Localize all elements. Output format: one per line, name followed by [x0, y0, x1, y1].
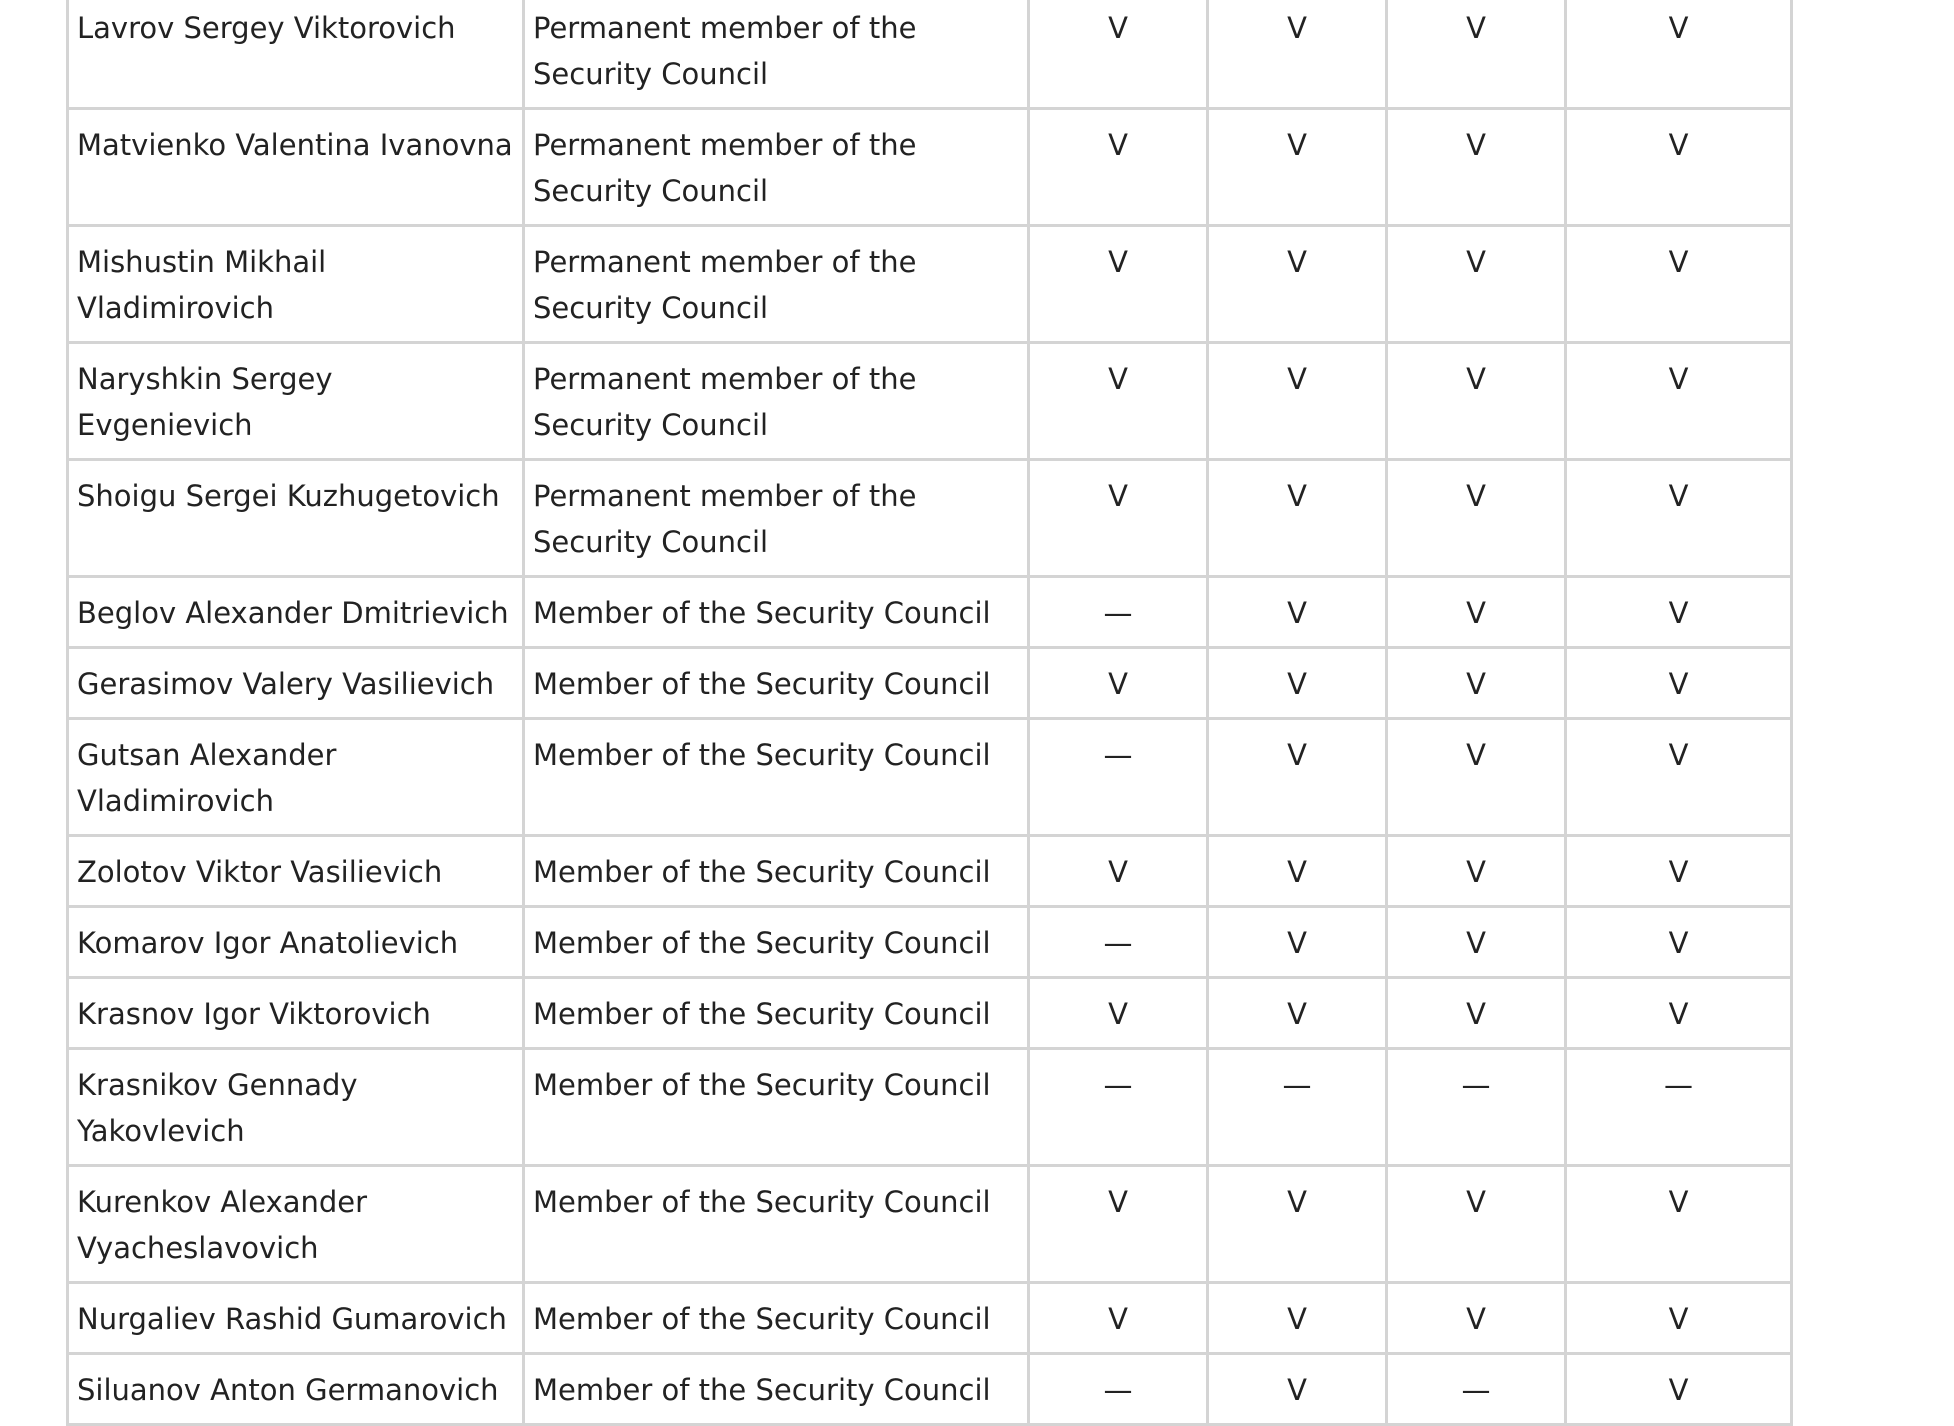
mark-cell-4: V: [1566, 648, 1792, 719]
member-name-cell: Mishustin Mikhail Vladimirovich: [68, 226, 524, 343]
mark-cell-2: V: [1208, 836, 1387, 907]
mark-cell-3: V: [1387, 836, 1566, 907]
mark-cell-4: —: [1566, 1049, 1792, 1166]
member-role-cell: Permanent member of the Security Council: [524, 226, 1029, 343]
member-name-cell: Komarov Igor Anatolievich: [68, 907, 524, 978]
member-name-cell: Krasnikov Gennady Yakovlevich: [68, 1049, 524, 1166]
mark-cell-1: V: [1029, 836, 1208, 907]
member-role-cell: Member of the Security Council: [524, 577, 1029, 648]
mark-cell-1: —: [1029, 1049, 1208, 1166]
table-row: [68, 109, 1792, 226]
mark-cell-4: V: [1566, 0, 1792, 109]
table-row: [68, 907, 1792, 978]
mark-cell-1: V: [1029, 460, 1208, 577]
mark-cell-2: V: [1208, 577, 1387, 648]
mark-cell-1: V: [1029, 648, 1208, 719]
mark-cell-1: —: [1029, 577, 1208, 648]
mark-cell-2: V: [1208, 1354, 1387, 1425]
table-row: [68, 1283, 1792, 1354]
mark-cell-4: V: [1566, 1283, 1792, 1354]
member-role-cell: Permanent member of the Security Council: [524, 0, 1029, 109]
mark-cell-2: V: [1208, 907, 1387, 978]
member-role-cell: Member of the Security Council: [524, 1166, 1029, 1283]
member-role-cell: Member of the Security Council: [524, 1049, 1029, 1166]
member-role-cell: Member of the Security Council: [524, 1354, 1029, 1425]
mark-cell-2: V: [1208, 978, 1387, 1049]
mark-cell-1: V: [1029, 0, 1208, 109]
mark-cell-4: V: [1566, 836, 1792, 907]
mark-cell-1: —: [1029, 907, 1208, 978]
member-role-cell: Member of the Security Council: [524, 978, 1029, 1049]
mark-cell-2: V: [1208, 109, 1387, 226]
mark-cell-1: —: [1029, 719, 1208, 836]
member-name-cell: Krasnov Igor Viktorovich: [68, 978, 524, 1049]
mark-cell-3: V: [1387, 577, 1566, 648]
table-row: [68, 1166, 1792, 1283]
member-role-cell: Member of the Security Council: [524, 836, 1029, 907]
member-name-cell: Beglov Alexander Dmitrievich: [68, 577, 524, 648]
mark-cell-2: V: [1208, 226, 1387, 343]
mark-cell-3: V: [1387, 460, 1566, 577]
table-row: [68, 460, 1792, 577]
mark-cell-3: V: [1387, 719, 1566, 836]
mark-cell-2: V: [1208, 343, 1387, 460]
member-name-cell: Lavrov Sergey Viktorovich: [68, 0, 524, 109]
mark-cell-3: —: [1387, 1049, 1566, 1166]
member-name-cell: Siluanov Anton Germanovich: [68, 1354, 524, 1425]
mark-cell-2: V: [1208, 648, 1387, 719]
mark-cell-4: V: [1566, 109, 1792, 226]
table-row: [68, 343, 1792, 460]
mark-cell-3: V: [1387, 226, 1566, 343]
member-role-cell: Permanent member of the Security Council: [524, 343, 1029, 460]
member-role-cell: Member of the Security Council: [524, 719, 1029, 836]
mark-cell-4: V: [1566, 1354, 1792, 1425]
mark-cell-1: V: [1029, 109, 1208, 226]
member-name-cell: Matvienko Valentina Ivanovna: [68, 109, 524, 226]
member-name-cell: Naryshkin Sergey Evgenievich: [68, 343, 524, 460]
mark-cell-3: V: [1387, 343, 1566, 460]
mark-cell-2: V: [1208, 460, 1387, 577]
mark-cell-1: V: [1029, 1283, 1208, 1354]
mark-cell-3: V: [1387, 907, 1566, 978]
mark-cell-1: V: [1029, 1166, 1208, 1283]
member-role-cell: Member of the Security Council: [524, 648, 1029, 719]
members-table-body: [68, 0, 1792, 1425]
mark-cell-3: V: [1387, 978, 1566, 1049]
mark-cell-1: —: [1029, 1354, 1208, 1425]
member-role-cell: Permanent member of the Security Council: [524, 109, 1029, 226]
table-row: [68, 577, 1792, 648]
table-row: [68, 1354, 1792, 1425]
members-table-container: [66, 0, 1793, 1426]
mark-cell-2: —: [1208, 1049, 1387, 1166]
mark-cell-3: V: [1387, 1166, 1566, 1283]
mark-cell-2: V: [1208, 1283, 1387, 1354]
mark-cell-4: V: [1566, 907, 1792, 978]
mark-cell-4: V: [1566, 719, 1792, 836]
mark-cell-4: V: [1566, 577, 1792, 648]
mark-cell-1: V: [1029, 343, 1208, 460]
member-role-cell: Member of the Security Council: [524, 907, 1029, 978]
mark-cell-3: V: [1387, 1283, 1566, 1354]
member-name-cell: Zolotov Viktor Vasilievich: [68, 836, 524, 907]
mark-cell-4: V: [1566, 1166, 1792, 1283]
mark-cell-2: V: [1208, 0, 1387, 109]
members-table: [66, 0, 1793, 1426]
mark-cell-2: V: [1208, 1166, 1387, 1283]
mark-cell-2: V: [1208, 719, 1387, 836]
table-row: [68, 719, 1792, 836]
mark-cell-4: V: [1566, 978, 1792, 1049]
member-name-cell: Gutsan Alexander Vladimirovich: [68, 719, 524, 836]
mark-cell-3: V: [1387, 648, 1566, 719]
member-role-cell: Permanent member of the Security Council: [524, 460, 1029, 577]
member-name-cell: Kurenkov Alexander Vyacheslavovich: [68, 1166, 524, 1283]
mark-cell-4: V: [1566, 343, 1792, 460]
member-name-cell: Gerasimov Valery Vasilievich: [68, 648, 524, 719]
table-row: [68, 226, 1792, 343]
mark-cell-1: V: [1029, 226, 1208, 343]
member-name-cell: Shoigu Sergei Kuzhugetovich: [68, 460, 524, 577]
member-role-cell: Member of the Security Council: [524, 1283, 1029, 1354]
mark-cell-1: V: [1029, 978, 1208, 1049]
table-row: [68, 978, 1792, 1049]
table-row: [68, 836, 1792, 907]
table-row: [68, 1049, 1792, 1166]
mark-cell-3: —: [1387, 1354, 1566, 1425]
mark-cell-3: V: [1387, 109, 1566, 226]
mark-cell-3: V: [1387, 0, 1566, 109]
mark-cell-4: V: [1566, 226, 1792, 343]
member-name-cell: Nurgaliev Rashid Gumarovich: [68, 1283, 524, 1354]
table-row: [68, 648, 1792, 719]
mark-cell-4: V: [1566, 460, 1792, 577]
table-row: [68, 0, 1792, 109]
